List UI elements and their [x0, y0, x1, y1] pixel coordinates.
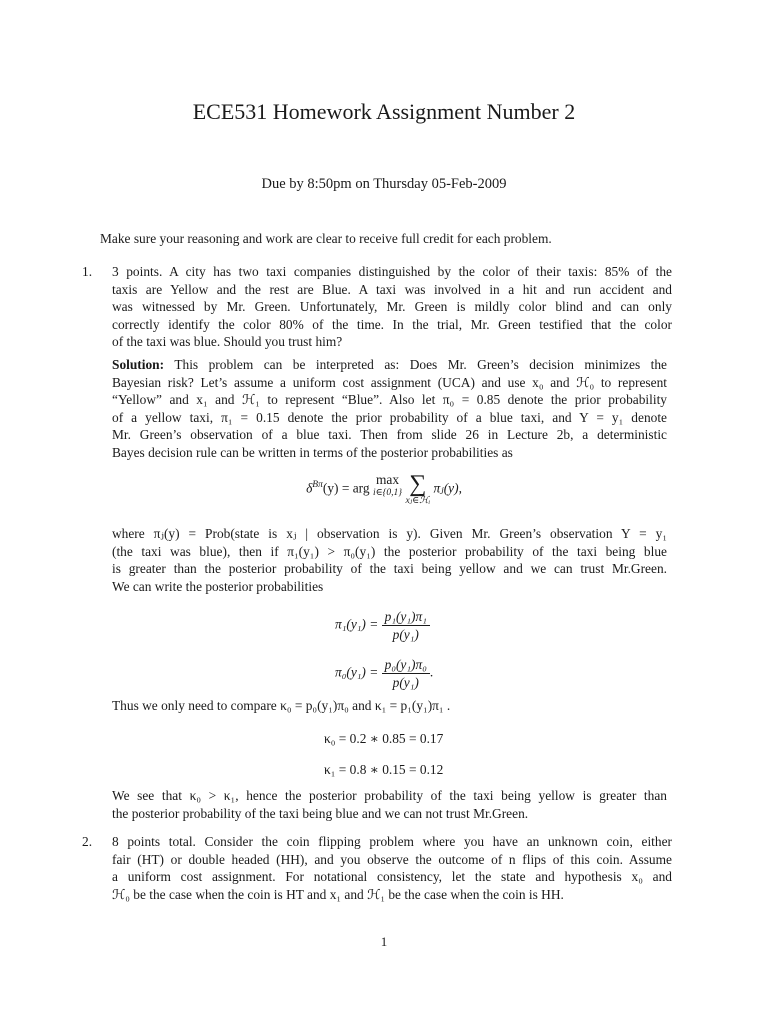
post0-fraction — [382, 656, 430, 691]
problem-2-line: ℋ₀ be the case when the coin is HT and x₁ and ℋ₁ be the case when the coin is HH. — [112, 886, 564, 902]
due-date: Due by 8:50pm on Thursday 05-Feb-2009 — [261, 176, 507, 192]
eq-summation — [405, 472, 430, 507]
solution-line: Bayesian risk? Let’s assume a uniform cost assignment (UCA) and use x₀ and ℋ₀ to represent — [112, 374, 667, 390]
posterior-line: where πⱼ(y) = Prob(state is xⱼ | observation is y). Given Mr. Green’s observation Y = y₁ — [112, 526, 667, 541]
eq-pi-j: πⱼ(y), — [433, 480, 462, 496]
conclusion-line: We see that κ₀ > κ₁, hence the posterior probability of the taxi being yellow is greater than — [112, 788, 667, 803]
problem-2-number: 2. — [82, 834, 93, 849]
posterior-equation-1 — [335, 608, 430, 643]
post1-denominator: p(y₁) — [392, 627, 419, 642]
solution-first-line — [112, 356, 667, 374]
post0-lhs: π₀(y₁) = — [335, 664, 379, 680]
posterior-line: (the taxi was blue), then if π₁(y₁) > π₀(y₁) the posterior probability of the taxi being blue — [112, 543, 667, 559]
problem-1 — [82, 263, 672, 351]
summation-icon: ∑ — [409, 471, 427, 497]
problem-1-line: correctly identify the color 80% of the time. In the trial, Mr. Green testified that the color — [112, 316, 672, 332]
post0-numerator: p₀(y₁)π₀ — [382, 656, 430, 674]
eq-delta: δ — [306, 480, 313, 496]
posterior-paragraph — [112, 525, 667, 595]
kappa0-equation: κ₀ = 0.2 ∗ 0.85 = 0.17 — [324, 731, 444, 746]
problem-2-line: fair (HT) or double headed (HH), and you observe the outcome of n flips of this coin. Assume — [112, 851, 672, 867]
post1-numerator: p₁(y₁)π₁ — [382, 608, 430, 626]
eq-argmax — [373, 472, 402, 498]
eq-delta-sup: Bπ — [312, 480, 323, 491]
solution-line: “Yellow” and x₁ and ℋ₁ to represent “Blue”. Also let π₀ = 0.85 denote the prior probability — [112, 392, 667, 408]
post0-period: . — [429, 664, 434, 680]
solution-paragraph — [112, 356, 667, 462]
kappa1-equation: κ₁ = 0.8 ∗ 0.15 = 0.12 — [324, 762, 444, 777]
eq-max: max — [375, 472, 400, 487]
solution-line: Bayes decision rule can be written in terms of the posterior probabilities as — [112, 444, 513, 460]
posterior-line: is greater than the posterior probability of the taxi being yellow and we can trust Mr.Green. — [112, 561, 667, 577]
problem-1-number: 1. — [82, 264, 93, 279]
problem-2-text — [112, 833, 672, 903]
problem-1-line: was witnessed by Mr. Green. Unfortunately, Mr. Green is mildly color blind and can only — [112, 299, 672, 315]
decision-rule-equation — [0, 472, 768, 507]
post1-fraction — [382, 608, 430, 643]
eq-arg: (y) = arg — [322, 480, 370, 496]
conclusion-line: the posterior probability of the taxi being blue and we can not trust Mr.Green. — [112, 805, 529, 821]
post1-lhs: π₁(y₁) = — [335, 616, 379, 632]
solution-line: of a yellow taxi, π₁ = 0.15 denote the prior probability of a blue taxi, and Y = y₁ denote — [112, 409, 667, 425]
solution-line: This problem can be interpreted as: Does Mr. Green’s decision minimizes the — [174, 357, 667, 372]
intro-text: Make sure your reasoning and work are clear to receive full credit for each problem. — [100, 231, 552, 246]
posterior-equation-0 — [335, 656, 433, 691]
solution-label: Solution: — [112, 357, 165, 372]
problem-1-text — [112, 263, 672, 351]
post0-denominator: p(y₁) — [392, 675, 419, 690]
page-number: 1 — [380, 934, 388, 949]
eq-max-sub: i∈{0,1} — [372, 488, 403, 498]
problem-1-line: taxis are Yellow and the rest are Blue. A taxi was involved in a hit and run accident and — [112, 281, 672, 297]
solution-line: Mr. Green’s observation of a blue taxi. Then from slide 26 in Lecture 2b, a deterministic — [112, 427, 667, 443]
problem-1-line: of the taxi was blue. Should you trust him? — [112, 334, 343, 350]
compare-line: Thus we only need to compare κ₀ = p₀(y₁)π₀ and κ₁ = p₁(y₁)π₁ . — [112, 698, 451, 713]
problem-2-line: 8 points total. Consider the coin flipping problem where you have an unknown coin, either — [112, 834, 672, 849]
problem-2 — [82, 833, 672, 903]
page-title: ECE531 Homework Assignment Number 2 — [192, 99, 576, 124]
conclusion-paragraph — [112, 787, 667, 822]
problem-2-line: a uniform cost assignment. For notational consistency, let the state and hypothesis x₀ and — [112, 869, 672, 885]
problem-1-line: 3 points. A city has two taxi companies distinguished by the color of their taxis: 85% of the — [112, 264, 672, 279]
posterior-line: We can write the posterior probabilities — [112, 578, 324, 594]
eq-sum-sub: xⱼ∈ℋᵢ — [405, 496, 431, 506]
